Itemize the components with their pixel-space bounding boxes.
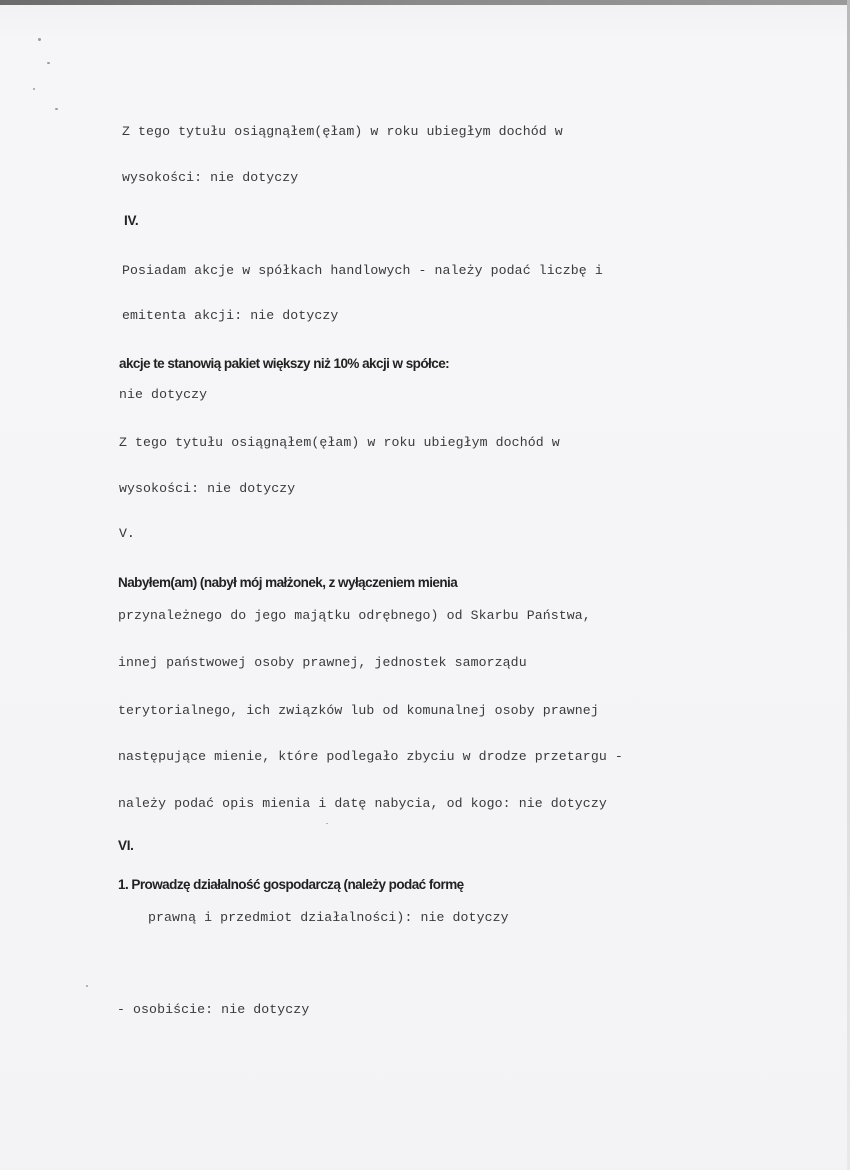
- text-line: wysokości: nie dotyczy: [119, 481, 296, 496]
- section-heading-v: V.: [119, 526, 135, 541]
- text-line: terytorialnego, ich związków lub od komunalnej osoby prawnej: [118, 703, 599, 718]
- text-line-bold: akcje te stanowią pakiet większy niż 10% akcji w spółce:: [119, 356, 450, 371]
- text-line: innej państwowej osoby prawnej, jednostek samorządu: [118, 655, 527, 670]
- scan-speck: [38, 38, 41, 41]
- text-line: nie dotyczy: [119, 387, 208, 402]
- scan-top-edge: [0, 0, 850, 5]
- scan-speck: [55, 108, 58, 110]
- scan-speck: [33, 88, 35, 90]
- section-heading-vi: VI.: [118, 838, 134, 853]
- text-line: Z tego tytułu osiągnąłem(ęłam) w roku ubiegłym dochód w: [122, 124, 563, 139]
- text-line: prawną i przedmiot działalności): nie dotyczy: [148, 910, 509, 925]
- text-line: emitenta akcji: nie dotyczy: [122, 308, 339, 323]
- text-line-bold: Nabyłem(am) (nabył mój małżonek, z wyłączeniem mienia: [118, 575, 458, 590]
- text-line-bold: 1. Prowadzę działalność gospodarczą (należy podać formę: [118, 877, 464, 892]
- text-line: - osobiście: nie dotyczy: [117, 1002, 310, 1017]
- text-line: wysokości: nie dotyczy: [122, 170, 299, 185]
- text-line: należy podać opis mienia i datę nabycia, od kogo: nie dotyczy: [118, 796, 607, 811]
- section-heading-iv: IV.: [124, 213, 139, 228]
- text-line: następujące mienie, które podlegało zbyciu w drodze przetargu -: [118, 749, 623, 764]
- text-line: przynależnego do jego majątku odrębnego) od Skarbu Państwa,: [118, 608, 591, 623]
- scan-speck: [326, 823, 328, 824]
- scan-speck: [86, 985, 88, 987]
- text-line: Posiadam akcje w spółkach handlowych - należy podać liczbę i: [122, 263, 603, 278]
- text-line: Z tego tytułu osiągnąłem(ęłam) w roku ubiegłym dochód w: [119, 435, 560, 450]
- scan-speck: [47, 62, 50, 64]
